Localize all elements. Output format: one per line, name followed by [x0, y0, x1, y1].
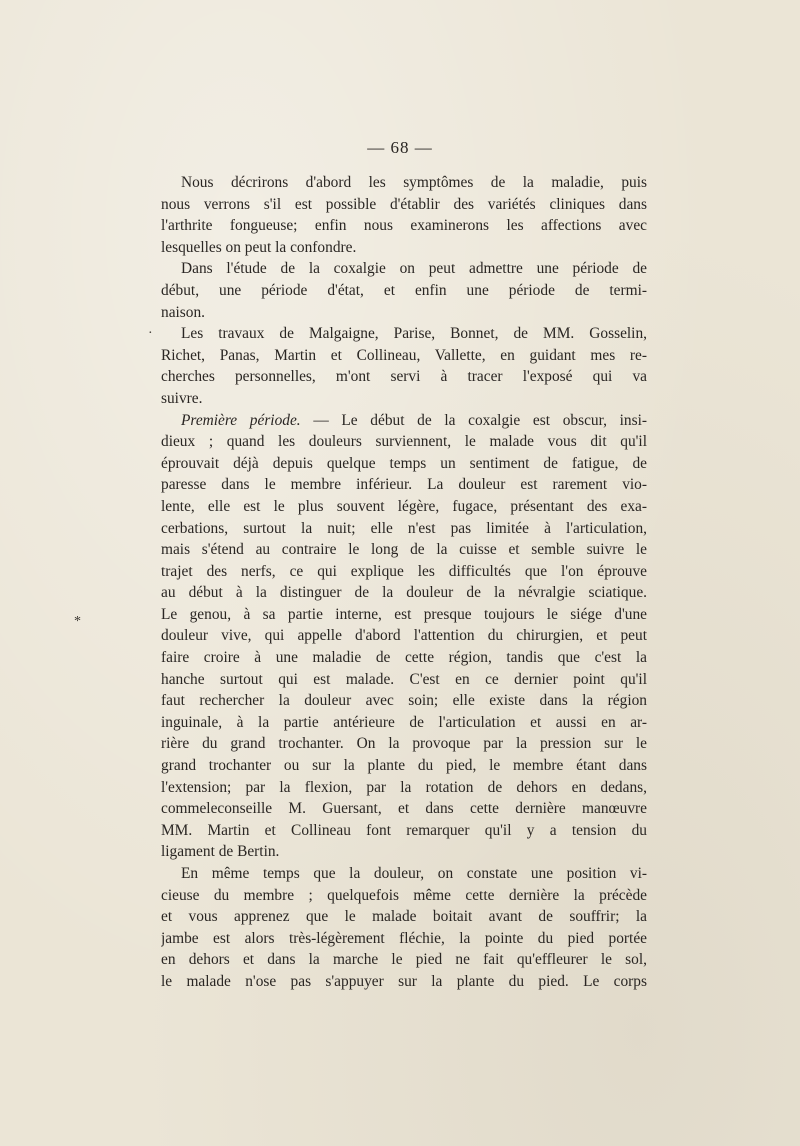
text-line-content: — Le début de la coxalgie est obscur, insi- [300, 411, 647, 429]
text-line: inguinale, à la partie antérieure de l'articulation et aussi en ar- [161, 713, 647, 731]
text-line: cherches personnelles, m'ont servi à tracer l'exposé qui va [161, 368, 647, 386]
text-line: cieuse du membre ; quelquefois même cette dernière la précède [161, 886, 647, 904]
text-line: faire croire à une maladie de cette région, tandis que c'est la [161, 649, 647, 667]
text-line: et vous apprenez que le malade boitait avant de souffrir; la [161, 908, 647, 926]
text-line: l'extension; par la flexion, par la rotation de dehors en dedans, [161, 778, 647, 796]
text-line: en dehors et dans la marche le pied ne fait qu'effleurer le sol, [161, 951, 647, 969]
text-line [161, 410, 647, 432]
text-line: mais s'étend au contraire le long de la cuisse et semble suivre le [161, 541, 647, 559]
text-line: En même temps que la douleur, on constate une position vi- [181, 865, 647, 882]
text-line: lesquelles on peut la confondre. [161, 238, 357, 256]
body-text [161, 172, 647, 993]
section-heading: Première période. [181, 411, 301, 429]
text-line: éprouvait déjà depuis quelque temps un sentiment de fatigue, de [161, 454, 647, 472]
text-line: rière du grand trochanter. On la provoque par la pression sur le [161, 735, 647, 753]
text-line: hanche surtout qui est malade. C'est en ce dernier point qu'il [161, 670, 647, 688]
text-line: Les travaux de Malgaigne, Parise, Bonnet, de MM. Gosselin, [181, 325, 647, 343]
text-line: ligament de Bertin. [161, 843, 280, 861]
text-line: commeleconseille M. Guersant, et dans cette dernière manœuvre [161, 800, 647, 818]
text-line: naison. [161, 303, 206, 321]
text-line: nous verrons s'il est possible d'établir des variétés cliniques dans [161, 195, 647, 213]
text-line: Dans l'étude de la coxalgie on peut admettre une période de [181, 260, 647, 278]
text-line: douleur vive, qui appelle d'abord l'attention du chirurgien, et peut [161, 627, 647, 645]
text-line: Nous décrirons d'abord les symptômes de la maladie, puis [181, 174, 647, 191]
text-line: Richet, Panas, Martin et Collineau, Vallette, en guidant mes re- [161, 346, 647, 364]
text-line: Le genou, à sa partie interne, est presque toujours le siége d'une [161, 605, 647, 623]
page-number: — 68 — [367, 138, 433, 157]
margin-dot: · [148, 326, 153, 341]
text-line: faut rechercher la douleur avec soin; elle existe dans la région [161, 692, 647, 710]
text-line: début, une période d'état, et enfin une période de termi- [161, 281, 647, 299]
text-line: grand trochanter ou sur la plante du pied, le membre étant dans [161, 757, 647, 775]
text-line: le malade n'ose pas s'appuyer sur la plante du pied. Le corps [161, 972, 647, 990]
text-line: lente, elle est le plus souvent légère, fugace, présentant des exa- [161, 497, 647, 515]
text-line: suivre. [161, 389, 203, 407]
text-line: MM. Martin et Collineau font remarquer qu'il y a tension du [161, 821, 647, 839]
text-line: trajet des nerfs, ce qui explique les difficultés que l'on éprouve [161, 562, 647, 580]
text-line: dieux ; quand les douleurs surviennent, le malade vous dit qu'il [161, 433, 647, 451]
margin-asterisk-mark: * [74, 614, 81, 629]
text-line: au début à la distinguer de la douleur de la névralgie sciatique. [161, 584, 647, 602]
text-line: l'arthrite fongueuse; enfin nous examinerons les affections avec [161, 217, 647, 235]
text-line: jambe est alors très-légèrement fléchie, la pointe du pied portée [161, 929, 647, 947]
text-line: paresse dans le membre inférieur. La douleur est rarement vio- [161, 476, 647, 494]
text-line: cerbations, surtout la nuit; elle n'est pas limitée à l'articulation, [161, 519, 647, 537]
